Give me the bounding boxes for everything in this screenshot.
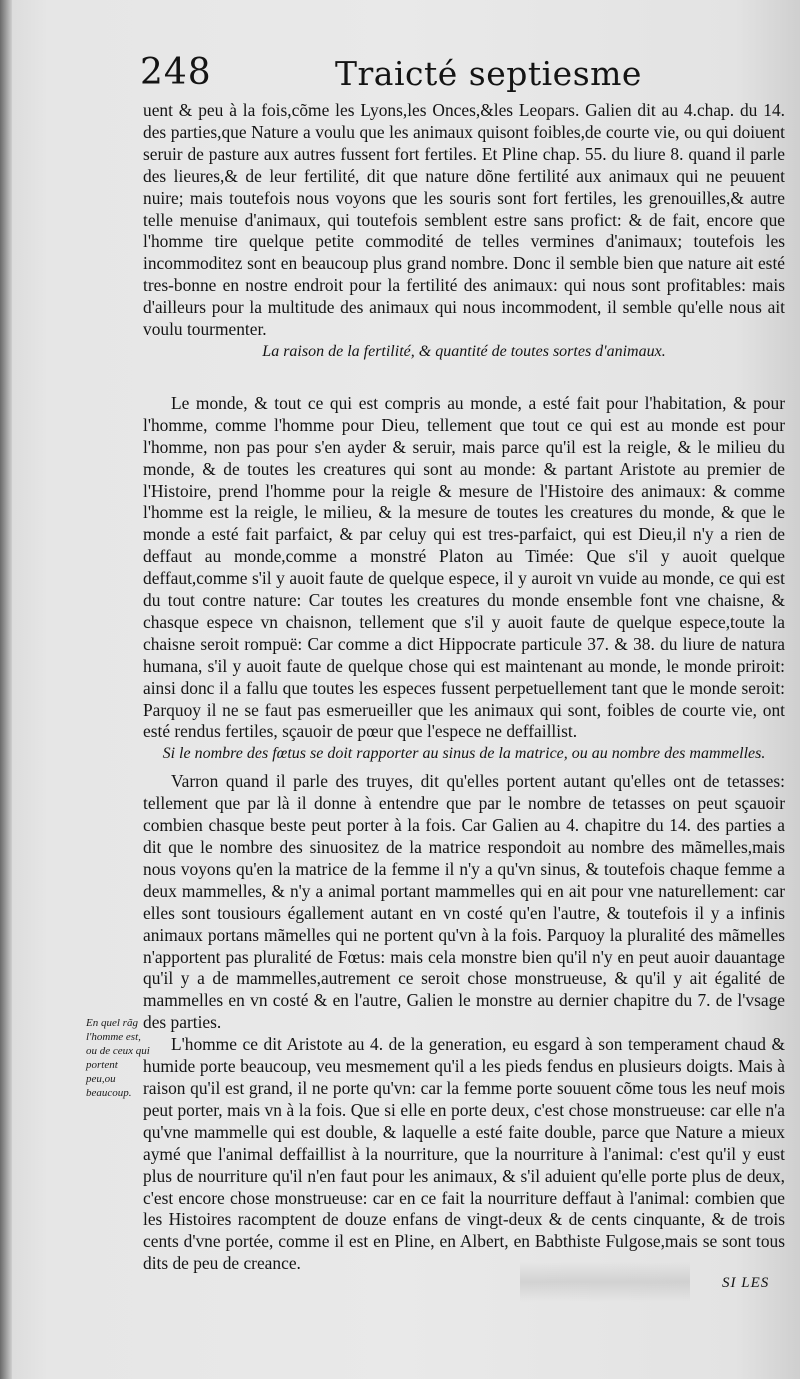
running-title: Traicté septiesme	[335, 54, 642, 93]
section-heading-2: Si le nombre des fœtus se doit rapporter au sinus de la matrice, ou au nombre des mammelles.	[162, 745, 766, 763]
show-through-bleed	[520, 1262, 690, 1302]
marginal-note: En quel rãg l'homme est, ou de ceux qui portent peu,ou beaucoup.	[86, 1017, 150, 1099]
paragraph-4: L'homme ce dit Aristote au 4. de la generation, eu esgard à son temperament chaud & humide porte beaucoup, veu mesmement qu'il a les pieds fendus en plusieurs doigts. Mais à raison qu'il est grand, il ne porte qu'vn: car la femme porte souuent cõme tous les neuf mois peut porter, mais vn à la fois. Que si elle en porte deux, c'est chose monstrueuse: car elle n'a qu'vne mammelle qui est double, & laquelle a esté faite double, parce que Nature a mieux aymé que l'animal deffaillist à la nourriture, que la nourriture à l'animal: c'est qu'il y eust plus de nourriture qu'il n'en faut pour les animaux, & s'il aduient qu'elle porte plus de deux, c'est encore chose monstrueuse: car en ce fait la nourriture deffaut à l'animal: combien que les Histoires racomptent de douze enfans de vingt-deux & de cents cinquante, & de trois cents d'vne portée, comme il est en Pline, en Albert, en Babthiste Fulgose,mais se sont tous dits de peu de creance.	[143, 1034, 785, 1274]
page-number: 248	[140, 52, 212, 93]
paragraph-3: Varron quand il parle des truyes, dit qu'elles portent autant qu'elles ont de tetasses: tellement que par là il donne à entendre que par le nombre de tetasses on peut sçauoir combien chasque beste peut porter à la fois. Car Galien au 4. chapitre du 14. des parties a dit que le nombre des sinuositez de la matrice respondoit au nombre des mãmelles,mais nous voyons qu'en la matrice de la femme il n'y a qu'vn sinus, & toutefois chaque femme a deux mammelles, & n'y a animal portant mammelles qui en ait pour vne naturellement: car elles sont tousiours égallement autant en vn costé qu'en l'autre, & toutefois il y a infinis animaux portans mãmelles qui ne portent qu'vn à la fois. Parquoy la pluralité des mãmelles n'apportent pas pluralité de Fœtus: mais cela monstre bien qu'il n'y en peut auoir dauantage qu'il y a de mammelles,autrement ce seroit chose monstrueuse, & qu'il y ait égalité de mammelles en vn costé & en l'autre, Galien le monstre au dernier chapitre du 7. de l'vsage des parties.	[143, 771, 785, 1033]
page-gutter-shadow	[0, 0, 12, 1379]
section-spacer	[143, 363, 785, 393]
section-heading-1: La raison de la fertilité, & quantité de toutes sortes d'animaux.	[262, 342, 666, 360]
catchword: SI LES	[722, 1275, 770, 1291]
page-header	[140, 52, 780, 102]
paragraph-1: uent & peu à la fois,cõme les Lyons,les Onces,&les Leopars. Galien dit au 4.chap. du 14. des parties,que Nature a voulu que les animaux quisont foibles,de courte vie, ou qui doiuent seruir de pasture aux autres fussent fort fertiles. Et Pline chap. 55. du liure 8. quand il parle des lieures,& de leur fertilité, dit que nature dõne fertilité aux animaux qui ne peuuent nuire; mais toutefois nous voyons que les souris sont fort fertiles, les grenouilles,& autre telle menuise d'animaux, qui toutefois semblent estre sans profict: & de fait, encore que l'homme tire quelque petite commodité de telles vermines d'animaux; toutefois les incommoditez sont en beaucoup plus grand nombre. Donc il semble bien que nature ait esté tres-bonne en nostre endroit pour la fertilité des animaux: qui nous sont profitables: mais d'ailleurs pour la multitude des animaux qui nous incommodent, il semble qu'elle nous ait voulu tourmenter.	[143, 100, 785, 340]
paragraph-2: Le monde, & tout ce qui est compris au monde, a esté fait pour l'habitation, & pour l'homme, comme l'homme pour Dieu, tellement que tout ce qui est au monde est pour l'homme, non pas pour s'en ayder & seruir, mais parce qu'il est la reigle, & le milieu du monde, & de toutes les creatures qui sont au monde: & partant Aristote au premier de l'Histoire, prend l'homme pour la reigle & mesure de l'Histoire des animaux: & comme l'homme est la reigle, le milieu, & la mesure de toutes les creatures du monde, & que le monde a esté fait parfaict, & par celuy qui est tres-parfaict, qui est Dieu,il n'y a rien de deffaut au monde,comme a monstré Platon au Timée: Que s'il y auoit quelque deffaut,comme s'il y auoit faute de quelque espece, il y auroit vn vuide au monde, ce qui est du tout contre nature: Car toutes les creatures du monde ensemble font vne chaisne, & chasque espece vn chaisnon, tellement que s'il y auoit faute de quelque espece,toute la chaisne seroit rompuë: Car comme a dict Hippocrate particule 37. & 38. du liure de natura humana, s'il y auoit faute de quelque chose qui est maintenant au monde, le monde priroit: ainsi donc il a fallu que toutes les especes fussent perpetuellement tant que le monde seroit: Parquoy il ne se faut pas esmerueiller que les animaux qui sont, foibles de courte vie, ont esté rendus fertiles, sçauoir de pœur que l'espece ne deffaillist.	[143, 392, 785, 742]
text-body	[143, 100, 785, 1275]
